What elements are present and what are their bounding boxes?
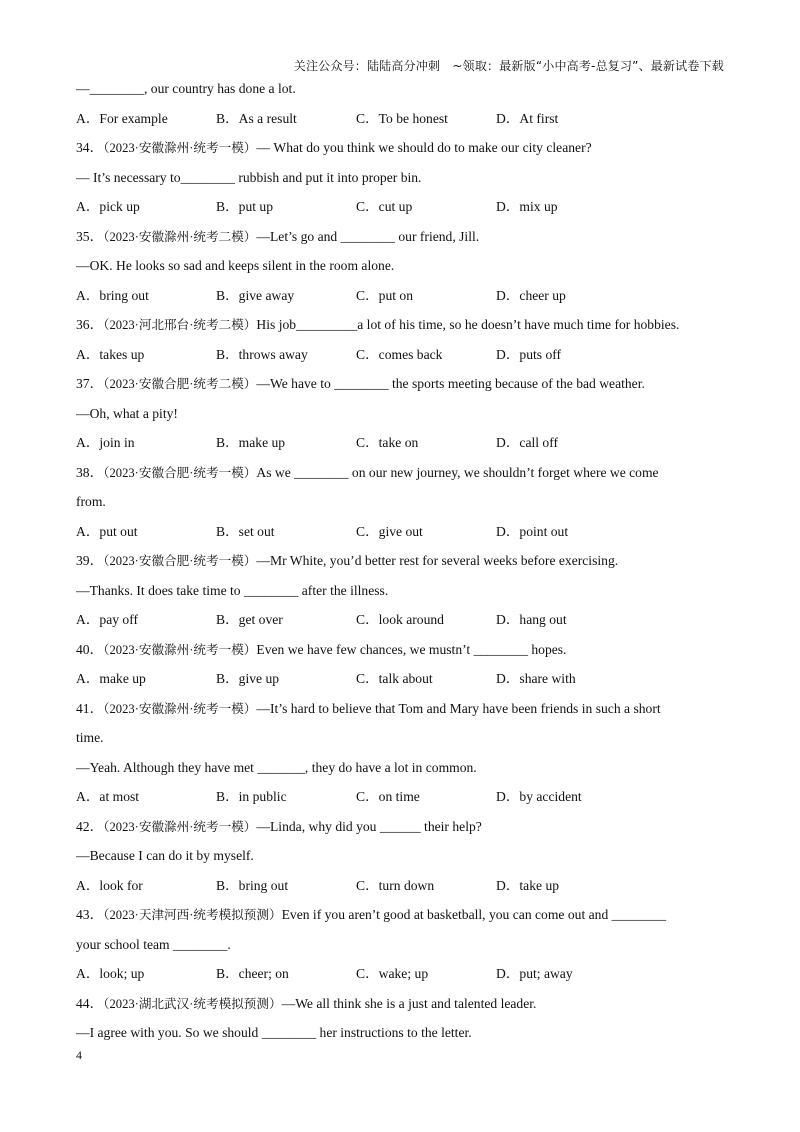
question-number: 37． [76,376,104,391]
question-text: —It’s hard to believe that Tom and Mary have been friends in such a short [256,700,661,716]
question-stem [76,900,726,930]
question-number: 39． [76,553,104,568]
question-number: 40． [76,641,104,657]
answer-option: D．share with [496,671,576,686]
question-number: 38． [76,464,104,480]
question-source: （2023·安徽滁州·统考一模） [103,642,257,657]
answer-option: D．put; away [496,966,573,981]
answer-option: C．put on [356,287,414,303]
question-text: —We all think she is a just and talented leader. [281,995,537,1011]
answer-options [76,340,726,370]
question-text: Even we have few chances, we mustn’t ________ hopes. [256,641,567,657]
question-text-line: —Yeah. Although they have met _______, they do have a lot in common. [76,759,477,775]
answer-option: B．set out [216,523,275,539]
question-text-line: —I agree with you. So we should ________ her instructions to the letter. [76,1025,472,1040]
question-stem [76,310,726,340]
page-header: 关注公众号：陆陆高分冲刺 ~领取：最新版“小中高考-总复习”、最新试卷下载 [293,59,724,73]
answer-option: B．give away [216,287,295,303]
answer-option: B．in public [216,789,287,804]
question-text: His job_________a lot of his time, so he doesn’t have much time for hobbies. [256,317,680,332]
answer-options [76,281,726,311]
answer-option: A．join in [76,435,135,450]
answer-option: B．make up [216,435,286,450]
answer-option: D．hang out [496,612,567,627]
question-source: （2023·安徽滁州·统考一模） [103,819,257,834]
answer-option: B．bring out [216,877,289,893]
answer-option: D．puts off [496,346,562,362]
question-source: （2023·安徽合肥·统考二模） [103,377,257,391]
answer-option: A．For example [76,110,168,126]
answer-options [76,104,726,134]
question-text-line: time. [76,730,104,745]
question-source: （2023·安徽合肥·统考一模） [103,465,257,480]
question-source: （2023·安徽滁州·统考二模） [103,229,257,244]
question-number: 34． [76,140,104,155]
question-source: （2023·湖北武汉·统考模拟预测） [103,996,282,1011]
question-stem [76,812,726,842]
answer-option: C．take on [356,435,419,450]
answer-options [76,782,726,812]
answer-option: A．bring out [76,287,149,303]
question-stem [76,133,726,163]
answer-options [76,192,726,222]
question-number: 41． [76,700,104,716]
question-stem [76,222,726,252]
question-text-line: —Thanks. It does take time to ________ after the illness. [76,582,389,598]
question-text: —Linda, why did you ______ their help? [256,818,482,834]
question-text: —Mr White, you’d better rest for several weeks before exercising. [256,553,619,568]
answer-option: A．put out [76,523,138,539]
question-stem [76,694,726,724]
answer-option: D．by accident [496,789,582,804]
question-number: 44． [76,995,104,1011]
answer-option: C．give out [356,523,423,539]
question-text-line: —Oh, what a pity! [76,405,178,421]
question-text-line: —________, our country has done a lot. [76,81,296,96]
question-number: 42． [76,818,104,834]
answer-option: C．talk about [356,671,433,686]
question-text: As we ________ on our new journey, we shouldn’t forget where we come [256,464,659,480]
answer-option: B．As a result [216,110,297,126]
answer-options [76,871,726,901]
question-stem [76,546,726,576]
question-number: 36． [76,317,104,332]
answer-option: C．wake; up [356,966,429,981]
answer-option: B．put up [216,199,274,214]
answer-option: B．cheer; on [216,966,289,981]
question-source: （2023·安徽合肥·统考一模） [103,554,257,568]
answer-option: A．pay off [76,612,139,627]
question-number: 35． [76,228,104,244]
answer-option: A．takes up [76,346,145,362]
answer-option: B．give up [216,671,280,686]
answer-option: B．throws away [216,346,308,362]
answer-option: D．take up [496,877,560,893]
answer-option: B．get over [216,612,283,627]
question-list [76,74,726,1048]
question-stem [76,989,726,1019]
question-stem [76,369,726,399]
answer-option: D．point out [496,523,569,539]
answer-option: C．turn down [356,877,435,893]
answer-options [76,517,726,547]
answer-option: A．look for [76,877,143,893]
question-number: 43． [76,907,104,922]
answer-option: D．call off [496,435,559,450]
answer-option: A．at most [76,789,140,804]
question-text-line: —OK. He looks so sad and keeps silent in the room alone. [76,258,395,273]
question-source: （2023·河北邢台·统考二模） [103,318,257,332]
question-text-line: your school team ________. [76,936,231,952]
answer-option: D．At first [496,110,559,126]
question-stem [76,635,726,665]
question-text: Even if you aren’t good at basketball, you can come out and ________ [281,907,667,922]
question-text: — What do you think we should do to make our city cleaner? [256,140,592,155]
question-source: （2023·安徽滁州·统考一模） [103,701,257,716]
answer-option: A．make up [76,671,146,686]
answer-option: A．pick up [76,199,140,214]
answer-options [76,664,726,694]
answer-option: C．comes back [356,346,443,362]
answer-option: A．look; up [76,966,145,981]
answer-option: C．on time [356,789,420,804]
answer-option: D．cheer up [496,287,566,303]
question-stem [76,458,726,488]
question-text-line: — It’s necessary to________ rubbish and put it into proper bin. [76,169,422,185]
answer-option: C．look around [356,612,444,627]
question-text: —We have to ________ the sports meeting because of the bad weather. [256,376,645,391]
answer-options [76,959,726,989]
question-source: （2023·安徽滁州·统考一模） [103,141,257,155]
answer-option: C．cut up [356,199,413,214]
answer-options [76,428,726,458]
answer-option: C．To be honest [356,110,448,126]
question-text-line: —Because I can do it by myself. [76,848,254,863]
page-number: 4 [76,1048,82,1062]
question-text-line: from. [76,494,106,509]
question-source: （2023·天津河西·统考模拟预测） [103,908,282,922]
question-text: —Let’s go and ________ our friend, Jill. [256,228,480,244]
answer-option: D．mix up [496,199,558,214]
answer-options [76,605,726,635]
